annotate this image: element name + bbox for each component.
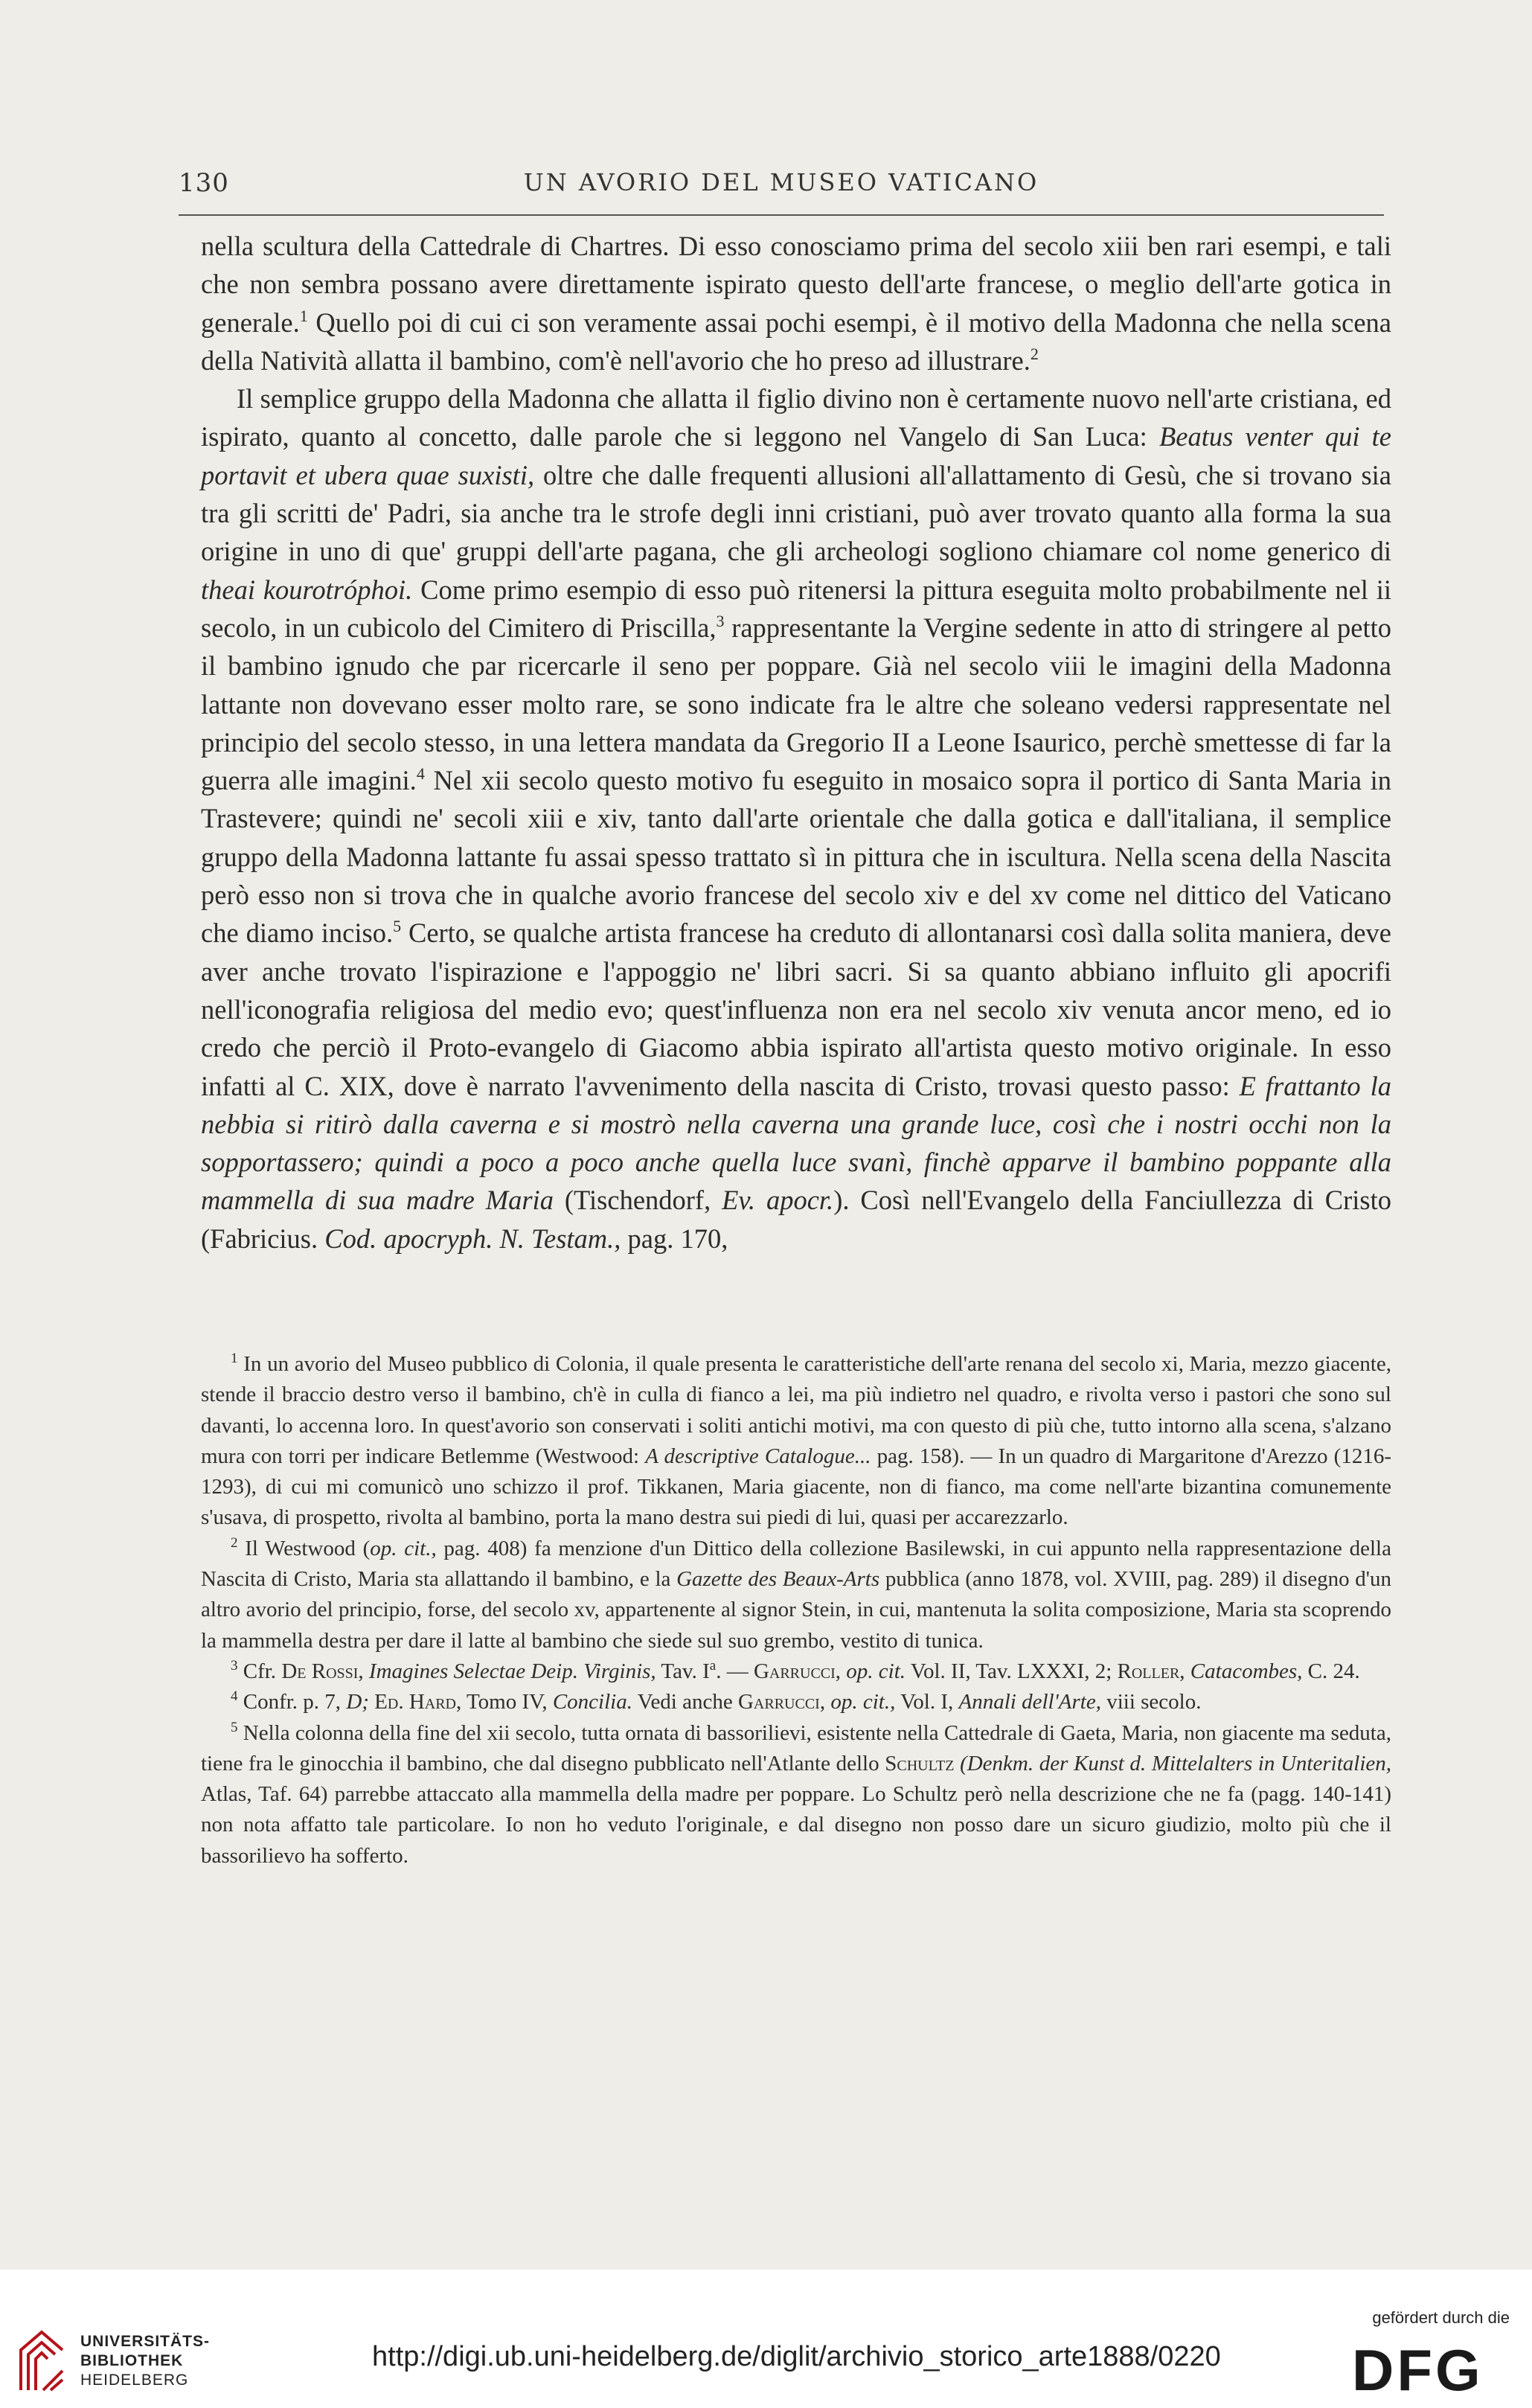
- latin-quote: Beatus venter qui te portavit et ubera quae suxisti,: [201, 421, 1391, 490]
- footnote-mark: 4: [231, 1688, 238, 1705]
- text-run: Tav. I: [656, 1659, 710, 1683]
- footnote-ref-2[interactable]: 2: [1030, 344, 1039, 363]
- library-name-line: BIBLIOTHEK: [80, 2352, 184, 2369]
- author-name: Ed. Hard,: [374, 1690, 462, 1714]
- citation-title: A descriptive Catalogue...: [645, 1444, 871, 1468]
- text-run: rappresentante la Vergine sedente in atto di stringere al petto il bambino ignudo che par ricercarle il seno per poppare. Già nel secolo viii le imagini della Madonna lattante non dovevano esser molto rare, se sono indicate fra le altre che soleano vedersi rappresentate nel principio del secolo stesso, in una lettera mandata da Gregorio II a Leone Isaurico, perchè smettesse di far la guerra alle imagini.: [201, 612, 1391, 796]
- header-rule: [179, 214, 1384, 216]
- running-title: UN AVORIO DEL MUSEO VATICANO: [523, 168, 1039, 196]
- library-name: [80, 2332, 210, 2390]
- footnote-2: [201, 1534, 1391, 1656]
- footnote-ref-1[interactable]: 1: [299, 306, 308, 325]
- text-run: Cfr.: [237, 1659, 282, 1683]
- text-run: Vol. II, Tav. LXXXI, 2;: [906, 1659, 1118, 1683]
- paragraph-2: [201, 380, 1391, 1258]
- text-run: Come primo esempio di esso può ritenersi la pittura eseguita molto probabilmente nel ii secolo, in un cubicolo del Cimitero di Priscilla,: [201, 574, 1391, 643]
- text-run: Quello poi di cui ci son veramente assai pochi esempi, è il motivo della Madonna che nella scena della Natività allatta il bambino, com'è nell'avorio che ho preso ad illustrare.: [201, 307, 1391, 376]
- citation-title: Imagines Selectae Deip. Virginis,: [363, 1659, 656, 1683]
- text-run: pubblica (anno 1878, vol. XVIII, pag. 289) il disegno d'un altro avorio del principio, forse, del secolo xv, appartenente al signor Stein, in cui, mantenuta la solita composizione, Maria sta scoprendo la mammella destra per dare il latte al bambino che siede sul suo grembo, vestito di tunica.: [201, 1567, 1391, 1653]
- apocrypha-quote: E frattanto la nebbia si ritirò dalla caverna e si mostrò nella caverna una grande luce, così che i nostri occhi non la sopportassero; quindi a poco a poco anche quella luce svanì, finchè apparve il bambino poppante alla mammella di sua madre Maria: [201, 1070, 1391, 1216]
- footnotes: [201, 1349, 1391, 1871]
- text-run: Vedi anche: [632, 1690, 738, 1714]
- permalink-url[interactable]: http://digi.ub.uni-heidelberg.de/diglit/archivio_storico_arte1888/0220: [372, 2341, 1221, 2372]
- text-run: . —: [716, 1659, 754, 1683]
- digitization-footer: [0, 2270, 1532, 2408]
- paragraph-1: [201, 227, 1391, 380]
- text-run: pag. 408) fa menzione d'un Dittico della collezione Basilewski, in cui appunto nella rappresentazione della Nascita di Cristo, Maria sta allattando il bambino, e la: [201, 1536, 1391, 1592]
- footnote-ref-3[interactable]: 3: [716, 611, 725, 630]
- text-run: Confr. p. 7,: [237, 1690, 347, 1714]
- text-run: C. 24.: [1302, 1659, 1360, 1683]
- author-name: Garrucci,: [753, 1659, 842, 1683]
- text-run: nella scultura della Cattedrale di Chartres. Di esso conosciamo prima del secolo xiii ben rari esempi, e tali che non sembra possano avere direttamente ispirato questo dell'arte francese, o meglio dell'arte gotica in generale.: [201, 231, 1391, 338]
- footnote-mark: 1: [231, 1351, 238, 1366]
- text-run: Il semplice gruppo della Madonna che allatta il figlio divino non è certamente nuovo nell'arte cristiana, ed ispirato, quanto al concetto, dalle parole che si leggono nel Vangelo di San Luca:: [201, 383, 1391, 452]
- text-run: oltre che dalle frequenti allusioni all'allattamento di Gesù, che si trovano sia tra gli scritti de' Padri, sia anche tra le strofe degli inni cristiani, può aver trovato quanto alla forma la sua origine in uno di que' gruppi dell'arte pagana, che gli archeologi sogliono chiamare col nome generico di: [201, 459, 1391, 567]
- citation-title: (Denkm. der Kunst d. Mittelalters in Unteritalien,: [954, 1751, 1392, 1775]
- footnote-5: [201, 1718, 1391, 1871]
- citation-title: Cod. apocryph. N. Testam.,: [324, 1223, 621, 1254]
- citation-title: op. cit.,: [825, 1690, 896, 1714]
- text-run: viii secolo.: [1100, 1690, 1202, 1714]
- footnote-4: [201, 1687, 1391, 1717]
- text-run: Nel xii secolo questo motivo fu eseguito in mosaico sopra il portico di Santa Maria in Trastevere; quindi ne' secoli xiii e xiv, tanto dall'arte orientale che dalla gotica e dall'italiana, il semplice gruppo della Madonna lattante fu assai spesso trattato sì in pittura che in iscultura. Nella scena della Nascita però esso non si trova che in qualche avorio francese del secolo xiv e del xv come nel dittico del Vaticano che diamo inciso.: [201, 765, 1391, 949]
- dfg-logo-text: DFG: [1352, 2341, 1484, 2395]
- text-run: Certo, se qualche artista francese ha creduto di allontanarsi così dalla solita maniera, deve aver anche trovato l'ispirazione e l'appoggio ne' libri sacri. Si sa quanto abbiano influito gli apocrifi nell'iconografia religiosa del medio evo; quest'influenza non era nel secolo xiv venuta ancor meno, ed io credo che perciò il Proto-evangelo di Giacomo abbia ispirato all'artista questo motivo originale. In esso infatti al C. XIX, dove è narrato l'avvenimento della nascita di Cristo, trovasi questo passo:: [201, 918, 1391, 1101]
- library-name-line: HEIDELBERG: [80, 2372, 189, 2389]
- greek-term: theai kourotróphoi.: [201, 574, 413, 605]
- university-library-logo-icon: [16, 2328, 67, 2395]
- text-run: Atlas, Taf. 64) parrebbe attaccato alla mammella della madre per poppare. Lo Schultz però nella descrizione che ne fa (pagg. 140-141) non nota affatto tale particolare. Io non ho veduto l'originale, e dal disegno non posso dare un sicuro giudizio, molto più che il bassorilievo ha sofferto.: [201, 1782, 1391, 1868]
- author-name: Garrucci,: [737, 1690, 826, 1714]
- library-name-line: UNIVERSITÄTS-: [80, 2333, 211, 2350]
- text-run: ). Così nell'Evangelo della Fanciullezza di Cristo (Fabricius.: [201, 1185, 1391, 1254]
- citation-title: op. cit.: [841, 1659, 906, 1683]
- text-run: Il Westwood (: [237, 1536, 371, 1560]
- footnote-mark: 2: [231, 1534, 238, 1551]
- superscript: a: [709, 1657, 717, 1674]
- author-name: De Rossi,: [281, 1659, 364, 1683]
- citation-title: Concilia.: [552, 1690, 632, 1714]
- text-run: (Tischendorf,: [553, 1185, 722, 1216]
- citation-title: Catacombes,: [1185, 1659, 1303, 1683]
- citation-title: Ev. apocr.: [722, 1185, 834, 1216]
- footnote-ref-4[interactable]: 4: [416, 764, 425, 784]
- citation-title: Annali dell'Arte,: [958, 1690, 1101, 1714]
- page-number: 130: [179, 168, 229, 198]
- author-name: Schultz: [885, 1751, 955, 1775]
- text-run: Tomo IV,: [461, 1690, 553, 1714]
- footnote-1: [201, 1349, 1391, 1534]
- text-run: Nella colonna della fine del xii secolo, tutta ornata di bassorilievi, esistente nella Cattedrale di Gaeta, Maria, non giacente ma seduta, tiene fra le ginocchia il bambino, che dal disegno pubblicato nell'Atlante dello: [201, 1720, 1391, 1775]
- page-header: [179, 168, 1384, 213]
- text-run: pag. 158). — In un quadro di Margaritone d'Arezzo (1216-1293), di cui mi comunicò uno schizzo il prof. Tikkanen, Maria giacente, non di fianco, ma come nell'arte bizantina comunemente s'usava, di prospetto, rivolta al bambino, porta la mano destra sui piedi di lui, quasi per accarezzarlo.: [201, 1444, 1391, 1530]
- citation-title: Gazette des Beaux-Arts: [676, 1567, 880, 1592]
- funding-note: gefördert durch die: [1372, 2308, 1510, 2327]
- footnote-ref-5[interactable]: 5: [393, 917, 402, 936]
- main-text: [201, 227, 1391, 1258]
- text-run: In un avorio del Museo pubblico di Colonia, il quale presenta le caratteristiche dell'arte renana del secolo xi, Maria, mezzo giacente, stende il braccio destro verso il bambino, ch'è in culla di fianco a lei, ma più indietro nel quadro, e rivolta verso i pastori che sono sul davanti, lo accenna loro. In quest'avorio son conservati i soliti antichi motivi, ma con questo di più che, tutto intorno alla scena, s'alzano mura con torri per indicare Betlemme (Westwood:: [201, 1352, 1391, 1468]
- dfg-logo-icon: [1352, 2341, 1508, 2395]
- author-name: Roller,: [1117, 1659, 1185, 1683]
- text-run: Vol. I,: [895, 1690, 959, 1714]
- citation-title: D;: [346, 1690, 369, 1714]
- footnote-3: [201, 1656, 1391, 1687]
- footnote-mark: 3: [231, 1657, 238, 1674]
- text-run: pag. 170,: [621, 1223, 728, 1254]
- citation-title: op. cit.,: [370, 1536, 437, 1560]
- footnote-mark: 5: [231, 1719, 238, 1735]
